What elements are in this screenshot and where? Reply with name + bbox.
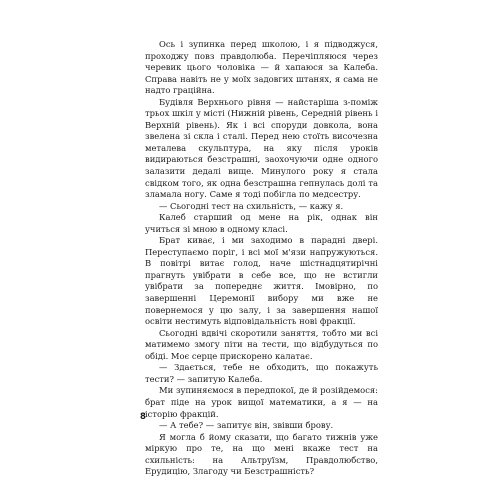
- paragraph: Калеб старший од мене на рік, однак він учиться зі мною в одному класі.: [145, 212, 378, 234]
- paragraph: Брат киває, і ми заходимо в парадні двері. Переступаємо поріг, і всі мої м'язи напружуються. В повітрі витає голод, наче шістнадцятирічні прагнуть увібрати в себе все, що не встигли увібрати за попереднє життя. Імовірно, по завершенні Церемонії вибору ми вже не повернемося у цю залу, і за завершення нашої освіти нестимуть відповідальність нові фракції.: [145, 235, 378, 327]
- paragraph: — Здається, тебе не обходить, що покажуть тести? — запитую Калеба.: [145, 362, 378, 384]
- paragraph: Я могла б йому сказати, що багато тижнів уже міркую про те, на що мені вкаже тест на схильність: на Альтруїзм, Правдолюбство, Ерудицію, Злагоду чи Безстрашність?: [145, 431, 378, 477]
- paragraph: Сьогодні вдвічі скоротили заняття, тобто ми всі матимемо змогу піти на тести, що відбудуться по обіді. Моє серце прискорено калатає.: [145, 327, 378, 361]
- body-text: [145, 39, 378, 478]
- paragraph: Ми зупиняємося в передпокої, де й розійдемося: брат піде на урок вищої математики, а я — на історію фракцій.: [145, 385, 378, 419]
- paragraph: — А тебе? — запитує він, звівши брову.: [159, 420, 334, 431]
- paragraph: Ось і зупинка перед школою, і я підводжуся, проходжу повз правдолюба. Перечіпляюся через черевик цього чоловіка — й хапаюся за Калеба. Справа навіть не у моїх задовгих штанях, я сама не надто граційна.: [145, 39, 378, 96]
- paragraph: — Сьогодні тест на схильність, — кажу я.: [159, 200, 344, 211]
- page-number: 8: [140, 412, 146, 422]
- paragraph: Будівля Верхнього рівня — найстаріша з-поміж трьох шкіл у місті (Нижній рівень, Середній рівень і Верхній рівень). Як і всі споруди довкола, вона звелена зі скла і сталі. Перед нею стоїть височезна металева скульптура, на яку після уроків видираються безстрашні, заохочуючи одне одного залазити дедалі вище. Минулого року я стала свідком того, як одна безстрашна гепнулась долі та зламала ногу. Саме я тоді побігла по медсестру.: [145, 96, 378, 200]
